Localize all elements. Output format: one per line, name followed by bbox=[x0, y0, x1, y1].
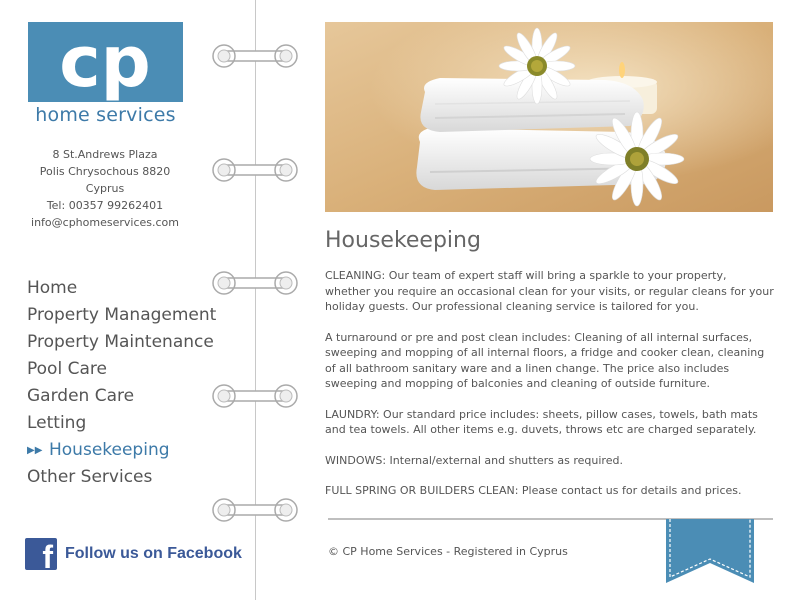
nav-item-housekeeping[interactable] bbox=[27, 438, 247, 465]
spiral-ring-icon bbox=[211, 383, 299, 409]
paragraph-laundry: LAUNDRY: Our standard price includes: sheets, pillow cases, towels, bath mats and tea towels. All other items e.g. duvets, throws etc are charged separately. bbox=[325, 407, 758, 436]
spiral-ring-icon bbox=[211, 270, 299, 296]
nav-item-label: Property Management bbox=[27, 305, 217, 325]
double-arrow-right-icon: ▶▶ bbox=[27, 445, 43, 456]
spiral-ring-icon bbox=[211, 43, 299, 69]
logo-subtitle: home services bbox=[35, 104, 176, 126]
nav-item-label: Housekeeping bbox=[49, 440, 170, 460]
logo-mark-text: cp bbox=[59, 22, 151, 102]
nav-item-label: Property Maintenance bbox=[27, 332, 214, 352]
nav-item-letting[interactable] bbox=[27, 411, 247, 438]
nav-item-label: Other Services bbox=[27, 467, 153, 487]
facebook-icon: f bbox=[25, 538, 57, 570]
page-title: Housekeeping bbox=[325, 228, 481, 253]
paragraph-full-clean: FULL SPRING OR BUILDERS CLEAN: Please contact us for details and prices. bbox=[325, 484, 742, 497]
nav-item-other-services[interactable] bbox=[27, 465, 247, 492]
nav-item-label: Letting bbox=[27, 413, 87, 433]
phone-number: Tel: 00357 99262401 bbox=[46, 199, 164, 212]
hero-image bbox=[325, 22, 773, 212]
nav-item-pool-care[interactable] bbox=[27, 357, 247, 384]
nav-item-property-maintenance[interactable] bbox=[27, 330, 247, 357]
towels-daisies-photo bbox=[325, 22, 773, 212]
footer-copyright: © CP Home Services - Registered in Cyprus bbox=[328, 545, 568, 558]
bookmark-ribbon-icon bbox=[666, 519, 754, 583]
spiral-ring-icon bbox=[211, 497, 299, 523]
nav-item-label: Pool Care bbox=[27, 359, 107, 379]
facebook-follow-link[interactable] bbox=[25, 536, 242, 572]
contact-address bbox=[20, 146, 190, 231]
spiral-ring-icon bbox=[211, 157, 299, 183]
page-content bbox=[325, 268, 775, 514]
paragraph-cleaning: CLEANING: Our team of expert staff will bring a sparkle to your property, whether you require an occasional clean for your visits, or regular cleans for your holiday guests. Our professional cleaning service is tailored for you. bbox=[325, 269, 774, 313]
nav-item-label: Garden Care bbox=[27, 386, 135, 406]
address-line: Polis Chrysochous 8820 bbox=[39, 165, 171, 178]
address-line: Cyprus bbox=[85, 182, 125, 195]
paragraph-windows: WINDOWS: Internal/external and shutters as required. bbox=[325, 453, 623, 467]
logo-cp-graphic bbox=[28, 22, 183, 102]
facebook-follow-label: Follow us on Facebook bbox=[65, 545, 242, 562]
paragraph-turnaround: A turnaround or pre and post clean includes: Cleaning of all internal surfaces, sweeping and mopping of all internal floors, a fridge and cooker clean, cleaning of all bathroom sanitary ware and a linen change. The price also includes sweeping and mopping of balconies and cleaning of outside furniture. bbox=[325, 330, 765, 390]
email-link[interactable]: info@cphomeservices.com bbox=[31, 216, 179, 229]
nav-item-property-management[interactable] bbox=[27, 303, 247, 330]
nav-item-label: Home bbox=[27, 278, 78, 298]
address-line: 8 St.Andrews Plaza bbox=[52, 148, 158, 161]
logo-mark bbox=[28, 22, 183, 102]
logo[interactable] bbox=[28, 22, 183, 134]
